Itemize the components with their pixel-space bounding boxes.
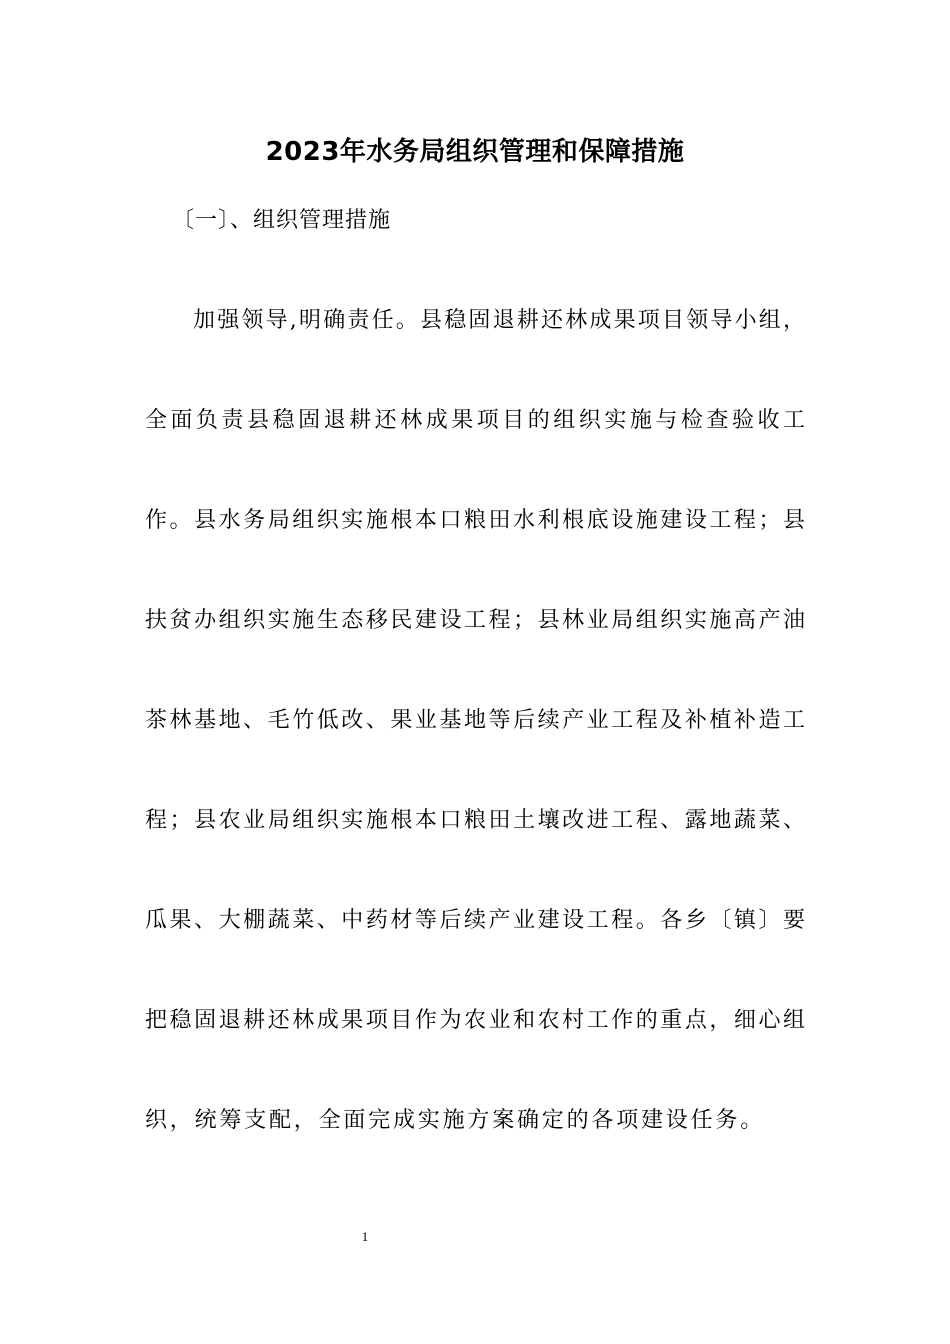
section-heading: 〔一〕、组织管理措施 [172,208,392,233]
paragraph-line: 瓜果、大棚蔬菜、中药材等后续产业建设工程。各乡〔镇〕要 [145,908,805,933]
paragraph-line: 把稳固退耕还林成果项目作为农业和农村工作的重点，细心组 [145,1008,805,1033]
paragraph-line: 扶贫办组织实施生态移民建设工程；县林业局组织实施高产油 [145,608,805,633]
paragraph-line: 加强领导,明确责任。县稳固退耕还林成果项目领导小组， [193,308,805,333]
document-title: 2023年水务局组织管理和保障措施 [265,137,685,167]
paragraph-line: 作。县水务局组织实施根本口粮田水利根底设施建设工程；县 [145,508,805,533]
paragraph-line: 茶林基地、毛竹低改、果业基地等后续产业工程及补植补造工 [145,708,805,733]
page-number: 1 [361,1229,369,1244]
paragraph-line: 织，统筹支配，全面完成实施方案确定的各项建设任务。 [145,1108,766,1133]
paragraph-line: 全面负责县稳固退耕还林成果项目的组织实施与检查验收工 [145,408,805,433]
paragraph-line: 程；县农业局组织实施根本口粮田土壤改进工程、露地蔬菜、 [145,808,805,833]
